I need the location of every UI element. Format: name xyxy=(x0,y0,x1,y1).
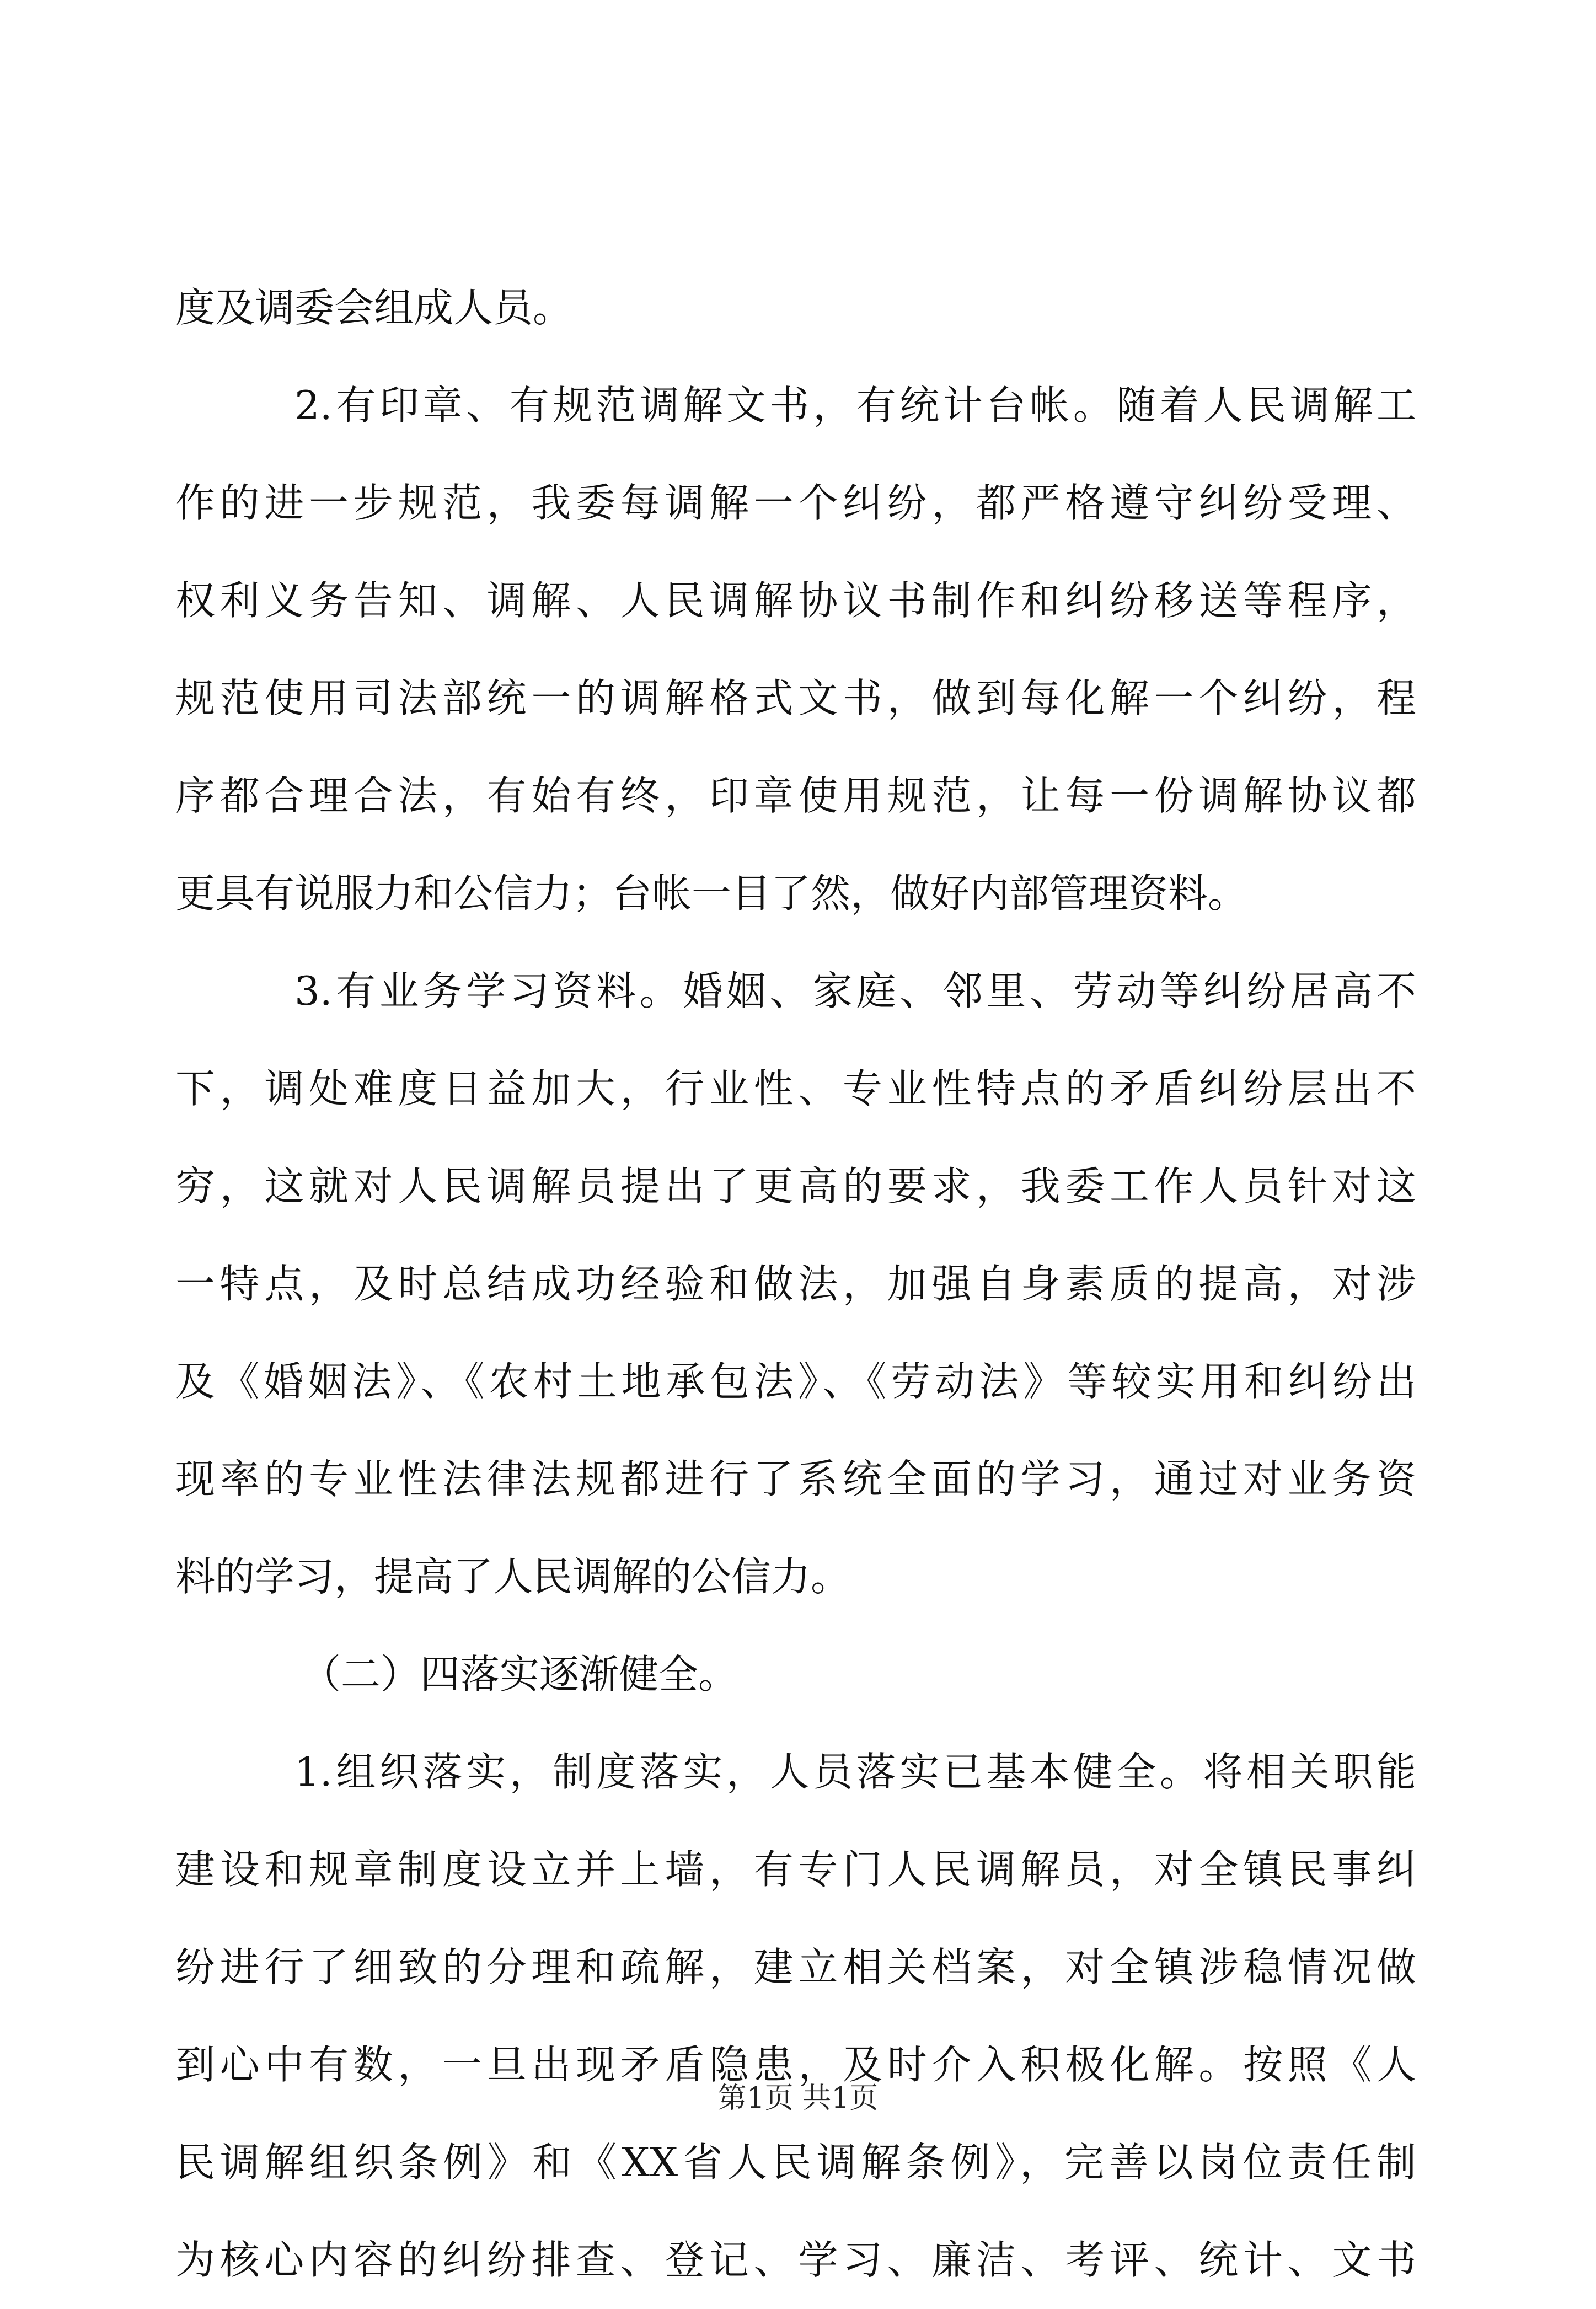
text-line: 纷进行了细致的分理和疏解，建立相关档案，对全镇涉稳情况做 xyxy=(175,1944,1416,1990)
document-body xyxy=(175,259,1416,2309)
section-heading: （二）四落实逐渐健全。 xyxy=(301,1651,738,1697)
text-line: 度及调委会组成人员。 xyxy=(175,285,573,331)
text-line: 序都合理合法，有始有终，印章使用规范，让每一份调解协议都 xyxy=(175,773,1416,819)
text-line: 现率的专业性法律法规都进行了系统全面的学习，通过对业务资 xyxy=(175,1456,1416,1502)
text-line: 料的学习，提高了人民调解的公信力。 xyxy=(175,1553,851,1600)
text-line: 民调解组织条例》和《XX省人民调解条例》，完善以岗位责任制 xyxy=(175,2139,1416,2185)
text-line: 建设和规章制度设立并上墙，有专门人民调解员，对全镇民事纠 xyxy=(175,1846,1416,1893)
text-line: 及《婚姻法》、《农村土地承包法》、《劳动法》等较实用和纠纷出 xyxy=(175,1358,1416,1405)
text-line: 规范使用司法部统一的调解格式文书，做到每化解一个纠纷，程 xyxy=(175,675,1416,721)
text-line: 3.有业务学习资料。婚姻、家庭、邻里、劳动等纠纷居高不 xyxy=(294,968,1416,1014)
text-line: 作的进一步规范，我委每调解一个纠纷，都严格遵守纠纷受理、 xyxy=(175,480,1416,526)
text-line: 1.组织落实，制度落实，人员落实已基本健全。将相关职能 xyxy=(294,1749,1416,1795)
text-line: 穷，这就对人民调解员提出了更高的要求，我委工作人员针对这 xyxy=(175,1163,1416,1209)
text-line: 2.有印章、有规范调解文书，有统计台帐。随着人民调解工 xyxy=(294,382,1416,428)
text-line: 一特点，及时总结成功经验和做法，加强自身素质的提高，对涉 xyxy=(175,1261,1416,1307)
text-line: 更具有说服力和公信力；台帐一目了然，做好内部管理资料。 xyxy=(175,870,1248,917)
text-line: 到心中有数，一旦出现矛盾隐患，及时介入积极化解。按照《人 xyxy=(175,2042,1416,2088)
text-line: 权利义务告知、调解、人民调解协议书制作和纠纷移送等程序， xyxy=(175,577,1416,624)
text-line: 下，调处难度日益加大，行业性、专业性特点的矛盾纠纷层出不 xyxy=(175,1065,1416,1112)
text-line: 为核心内容的纠纷排查、登记、学习、廉洁、考评、统计、文书 xyxy=(175,2237,1416,2283)
page-footer: 第1页 共1页 xyxy=(717,2082,879,2115)
